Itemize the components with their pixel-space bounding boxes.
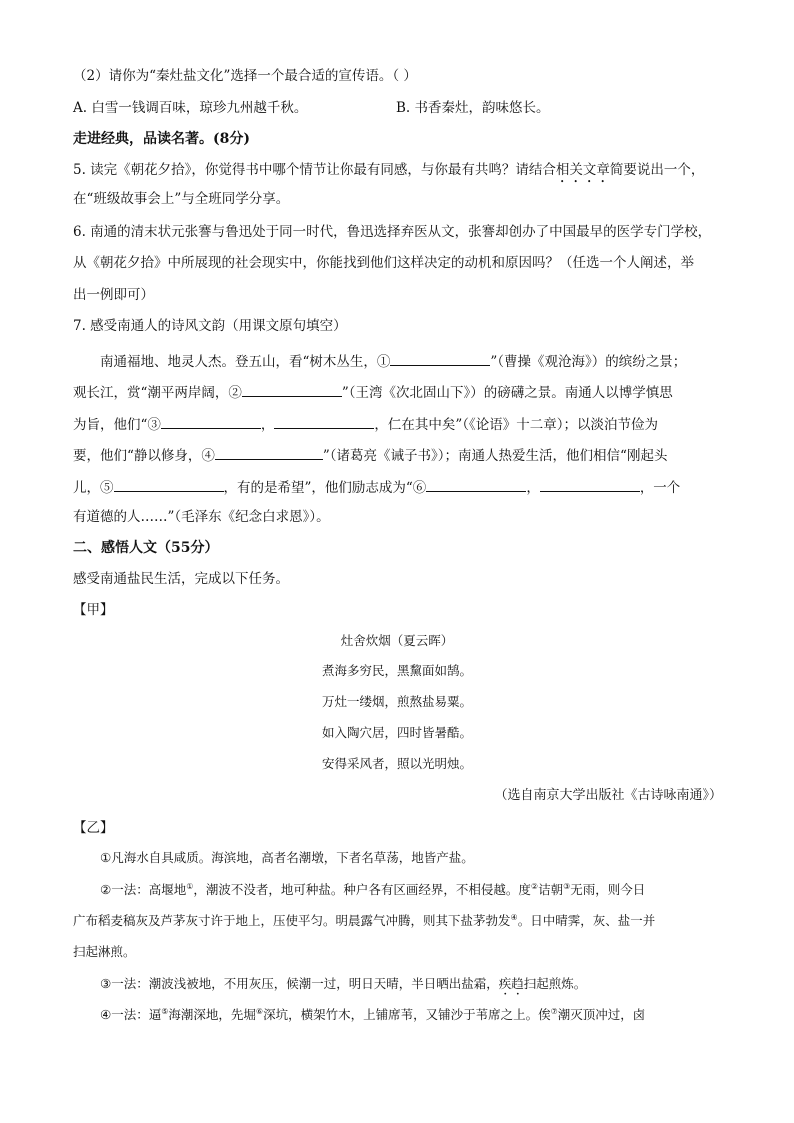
yi-paragraph-2-line2 [73, 911, 655, 931]
answer-blank-6a[interactable] [426, 476, 526, 492]
footnote-marker: ⑤ [161, 1006, 169, 1016]
yi-paragraph-2-line3: 扫起淋煎。 [73, 944, 136, 959]
intro-text: 感受南通盐民生活，完成以下任务。 [73, 571, 289, 587]
q7-text: ， [260, 417, 275, 433]
q7-text: ， [526, 480, 540, 496]
yi-text: ，潮波不没者，地可种盐。种户各有区画经界，不相侵越。度 [193, 882, 531, 897]
section-heading-2: 二、感悟人文（55分） [73, 540, 219, 556]
q5-line2: 在“班级故事会上”与全班同学分享。 [73, 191, 290, 207]
q7-text: ，仁在其中矣”（《论语》十二章）；以淡泊节俭为 [374, 417, 659, 433]
poem-source: （选自南京大学出版社《古诗咏南通》） [494, 788, 722, 803]
q2-prompt: （2）请你为“秦灶盐文化”选择一个最合适的宣传语。（ ） [73, 68, 417, 84]
q7-line3 [73, 413, 658, 435]
answer-blank-5[interactable] [114, 476, 224, 492]
footnote-marker: ② [530, 881, 539, 891]
yi-paragraph-3 [100, 974, 586, 998]
yi-text: 扫起煎炼。 [523, 976, 587, 991]
answer-blank-3a[interactable] [161, 413, 261, 429]
yi-text: ②一法：高堰地 [100, 882, 187, 897]
answer-blank-2[interactable] [242, 381, 342, 397]
q6-line2: 从《朝花夕拾》中所展现的社会现实中，你能找到他们这样决定的动机和原因吗？（任选一个人阐述，举 [73, 255, 694, 271]
footnote-marker: ⑥ [255, 1006, 264, 1016]
answer-blank-4[interactable] [215, 444, 323, 460]
yi-paragraph-2-line1 [100, 880, 645, 900]
q6-line3: 出一例即可） [73, 287, 154, 303]
q5-text: 5. 读完《朝花夕拾》，你觉得书中哪个情节让你最有同感，与你最有共鸣？请结合 [73, 162, 556, 178]
yi-label: 【乙】 [73, 820, 114, 836]
footnote-marker: ① [186, 881, 194, 891]
yi-text: 深坑，横架竹木，上铺席苇，又铺沙于苇席之上。俟 [263, 1007, 551, 1022]
poem-line-2: 万灶一缕烟，煎熬盐易粟。 [321, 694, 472, 709]
poem-line-1: 煮海多穷民，黑黧面如鹄。 [321, 663, 472, 678]
q7-text: 观长江，赏“潮平两岸阔，② [73, 385, 242, 401]
section-heading-classics: 走进经典，品读名著。(8分) [73, 131, 250, 147]
yi-emphasis: 疾趋 [498, 976, 524, 991]
q7-title: 7. 感受南通人的诗风文韵（用课文原句填空） [73, 318, 347, 334]
q7-text: ”（诸葛亮《诫子书》）；南通人热爱生活，他们相信“刚起头 [322, 448, 668, 464]
yi-text: 海潮深地，先堀 [168, 1007, 256, 1022]
q2-option-b: B. 书香秦灶，韵味悠长。 [396, 100, 550, 116]
yi-paragraph-4 [100, 1005, 645, 1025]
q5-emphasis: 相关文章 [555, 162, 610, 178]
yi-text: 潮灭顶冲过，卤 [557, 1007, 646, 1022]
q7-line6: 有道德的人……”（毛泽东《纪念白求恩》）。 [73, 509, 330, 525]
answer-blank-1[interactable] [390, 350, 490, 366]
q7-line5 [73, 476, 680, 498]
q7-text: ，有的是希望”，他们励志成为“⑥ [223, 480, 427, 496]
q7-line4 [73, 444, 667, 466]
yi-text: 诘朝 [538, 882, 564, 897]
footnote-marker: ③ [563, 881, 571, 891]
yi-text: 广布稻麦稿灰及芦茅灰寸许于地上，压使平匀。明晨露气冲腾，则其下盐茅勃发 [73, 913, 511, 928]
q2-option-a: A. 白雪一钱调百味，琼珍九州越千秋。 [73, 100, 308, 116]
q7-text: 要，他们“静以修身，④ [73, 448, 215, 464]
q5-text-end: 简要说出一个， [609, 162, 705, 178]
yi-text: ④一法：逼 [100, 1007, 162, 1022]
q7-text: 南通福地、地灵人杰。登五山，看“树木丛生，① [100, 354, 391, 370]
yi-paragraph-1: ①凡海水自具咸质。海滨地，高者名潮墩，下者名草荡，地皆产盐。 [100, 850, 474, 865]
q7-text: 儿，⑤ [73, 480, 114, 496]
footnote-marker: ④ [510, 912, 518, 922]
poem-line-4: 安得采风者，照以光明烛。 [321, 756, 472, 771]
q7-text: 为旨，他们“③ [73, 417, 161, 433]
q7-text: ”（曹操《观沧海》）的缤纷之景； [490, 354, 687, 370]
yi-text: 无雨，则今日 [570, 882, 646, 897]
jia-label: 【甲】 [73, 602, 114, 618]
q5-line1 [73, 160, 704, 186]
answer-blank-6b[interactable] [540, 476, 640, 492]
yi-text: 。日中晴霁，灰、盐一并 [517, 913, 656, 928]
q7-text: ，一个 [639, 480, 681, 496]
footnote-marker: ⑦ [550, 1006, 558, 1016]
q7-line1 [100, 350, 686, 372]
q7-text: ”（王湾《次北固山下》）的磅礴之景。南通人以博学慎思 [341, 385, 673, 401]
answer-blank-3b[interactable] [274, 413, 374, 429]
yi-text: ③一法：潮波浅被地，不用灰压，候潮一过，明日天晴，半日晒出盐霜， [100, 976, 499, 991]
q7-line2 [73, 381, 673, 403]
poem-line-3: 如入陶穴居，四时皆暑酷。 [321, 725, 472, 740]
poem-title: 灶舍炊烟（夏云晖） [340, 633, 454, 648]
q6-line1: 6. 南通的清末状元张謇与鲁迅处于同一时代，鲁迅选择弃医从文，张謇却创办了中国最早的医学专门学校， [73, 224, 712, 240]
